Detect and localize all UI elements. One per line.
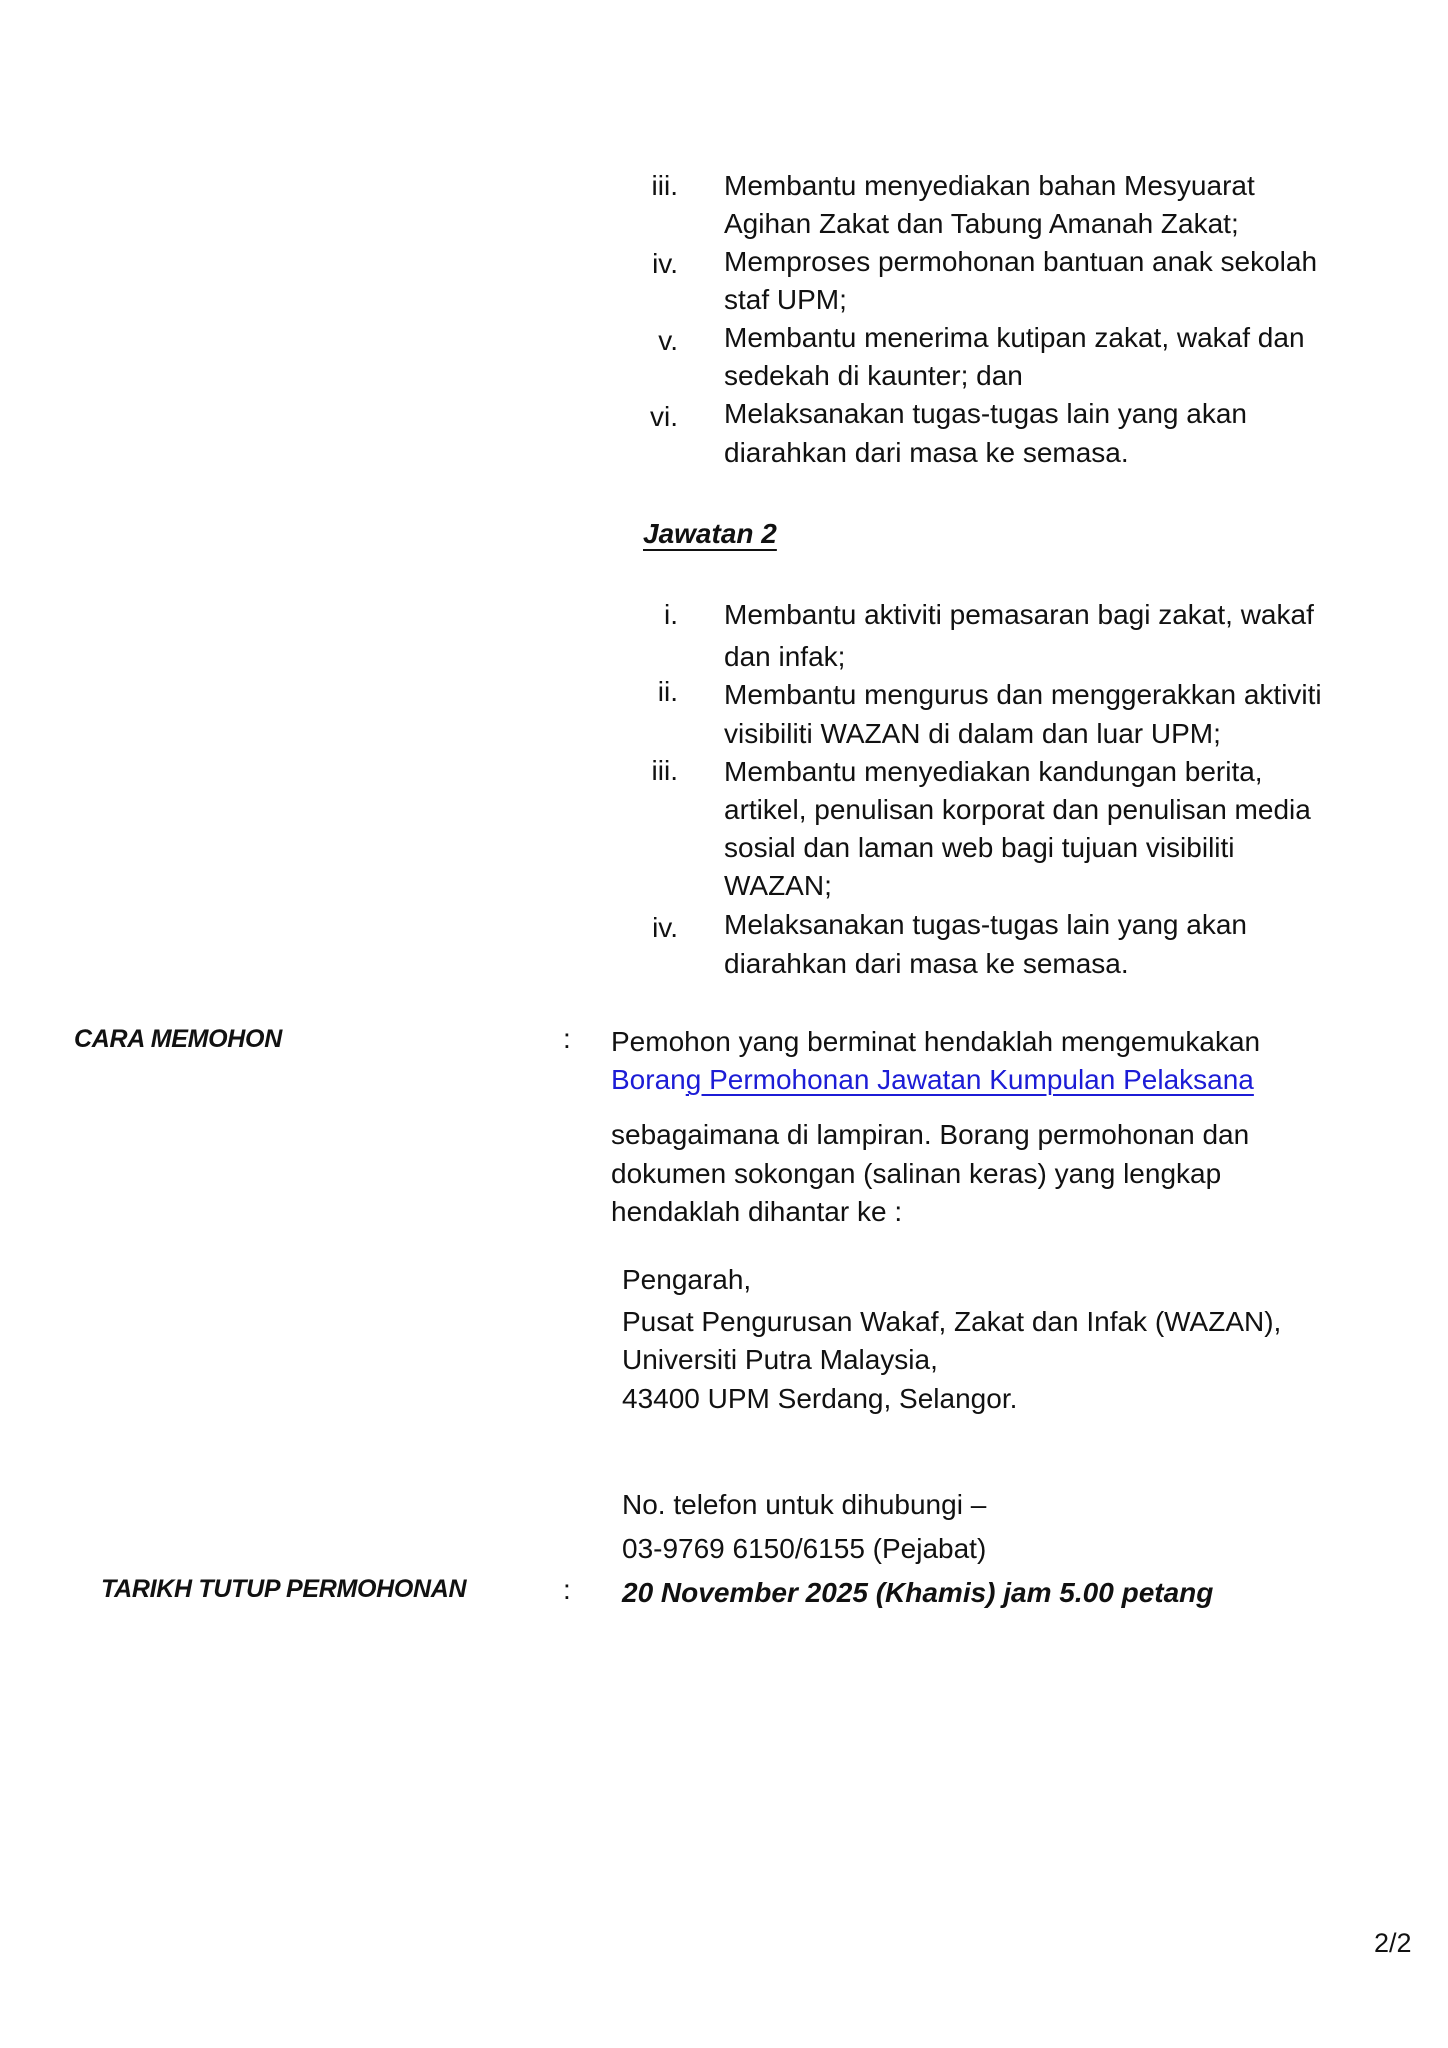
instruction-line: hendaklah dihantar ke : [611, 1196, 903, 1227]
closing-date-value: 20 November 2025 (Khamis) jam 5.00 petang [622, 1577, 1214, 1608]
list-item-text: visibiliti WAZAN di dalam dan luar UPM; [724, 718, 1221, 749]
link-text-start[interactable]: Boran [611, 1064, 686, 1095]
list-numeral: v. [658, 325, 678, 356]
address-line: Pengarah, [622, 1264, 752, 1295]
list-item-text: sedekah di kaunter; dan [724, 360, 1023, 391]
list-numeral: vi. [650, 401, 678, 432]
jawatan-2-heading: Jawatan 2 [643, 518, 777, 549]
address-line: Pusat Pengurusan Wakaf, Zakat dan Infak (WAZAN), [622, 1306, 1282, 1337]
list-item-text: sosial dan laman web bagi tujuan visibiliti [724, 832, 1235, 863]
instruction-line: dokumen sokongan (salinan keras) yang lengkap [611, 1158, 1222, 1189]
list-numeral: i. [664, 599, 678, 630]
phone-label: No. telefon untuk dihubungi – [622, 1489, 987, 1520]
list-item-text: artikel, penulisan korporat dan penulisan media [724, 794, 1311, 825]
colon-separator: : [563, 1574, 571, 1605]
list-item-text: Membantu aktiviti pemasaran bagi zakat, wakaf [724, 599, 1314, 630]
list-item-text: dan infak; [724, 641, 846, 672]
list-item-text: Membantu menyediakan bahan Mesyuarat [724, 170, 1255, 201]
address-line: 43400 UPM Serdang, Selangor. [622, 1383, 1018, 1414]
closing-date-label: TARIKH TUTUP PERMOHONAN [101, 1575, 467, 1603]
list-item-text: Melaksanakan tugas-tugas lain yang akan [724, 909, 1248, 940]
cara-memohon-label: CARA MEMOHON [74, 1025, 282, 1053]
colon-separator: : [563, 1023, 571, 1054]
list-item-text: Melaksanakan tugas-tugas lain yang akan [724, 398, 1248, 429]
list-numeral: ii. [657, 676, 678, 707]
application-form-link[interactable] [611, 1061, 1254, 1099]
address-line: Universiti Putra Malaysia, [622, 1344, 938, 1375]
list-item-text: diarahkan dari masa ke semasa. [724, 948, 1129, 979]
list-item-text: diarahkan dari masa ke semasa. [724, 437, 1129, 468]
list-item-text: Membantu menerima kutipan zakat, wakaf dan [724, 322, 1305, 353]
list-item-text: staf UPM; [724, 284, 847, 315]
list-numeral: iii. [651, 170, 678, 201]
link-text-underlined[interactable]: g Permohonan Jawatan Kumpulan Pelaksana [685, 1064, 1254, 1095]
list-item-text: Agihan Zakat dan Tabung Amanah Zakat; [724, 208, 1239, 239]
cara-memohon-intro: Pemohon yang berminat hendaklah mengemukakan [611, 1026, 1261, 1057]
list-item-text: Membantu mengurus dan menggerakkan aktiviti [724, 679, 1322, 710]
list-item-text: WAZAN; [724, 870, 832, 901]
list-numeral: iii. [651, 755, 678, 786]
phone-number: 03-9769 6150/6155 (Pejabat) [622, 1533, 987, 1564]
list-item-text: Memproses permohonan bantuan anak sekolah [724, 246, 1318, 277]
list-numeral: iv. [652, 248, 678, 279]
list-numeral: iv. [652, 912, 678, 943]
instruction-line: sebagaimana di lampiran. Borang permohonan dan [611, 1119, 1250, 1150]
list-item-text: Membantu menyediakan kandungan berita, [724, 756, 1263, 787]
page-number: 2/2 [1374, 1928, 1412, 1958]
